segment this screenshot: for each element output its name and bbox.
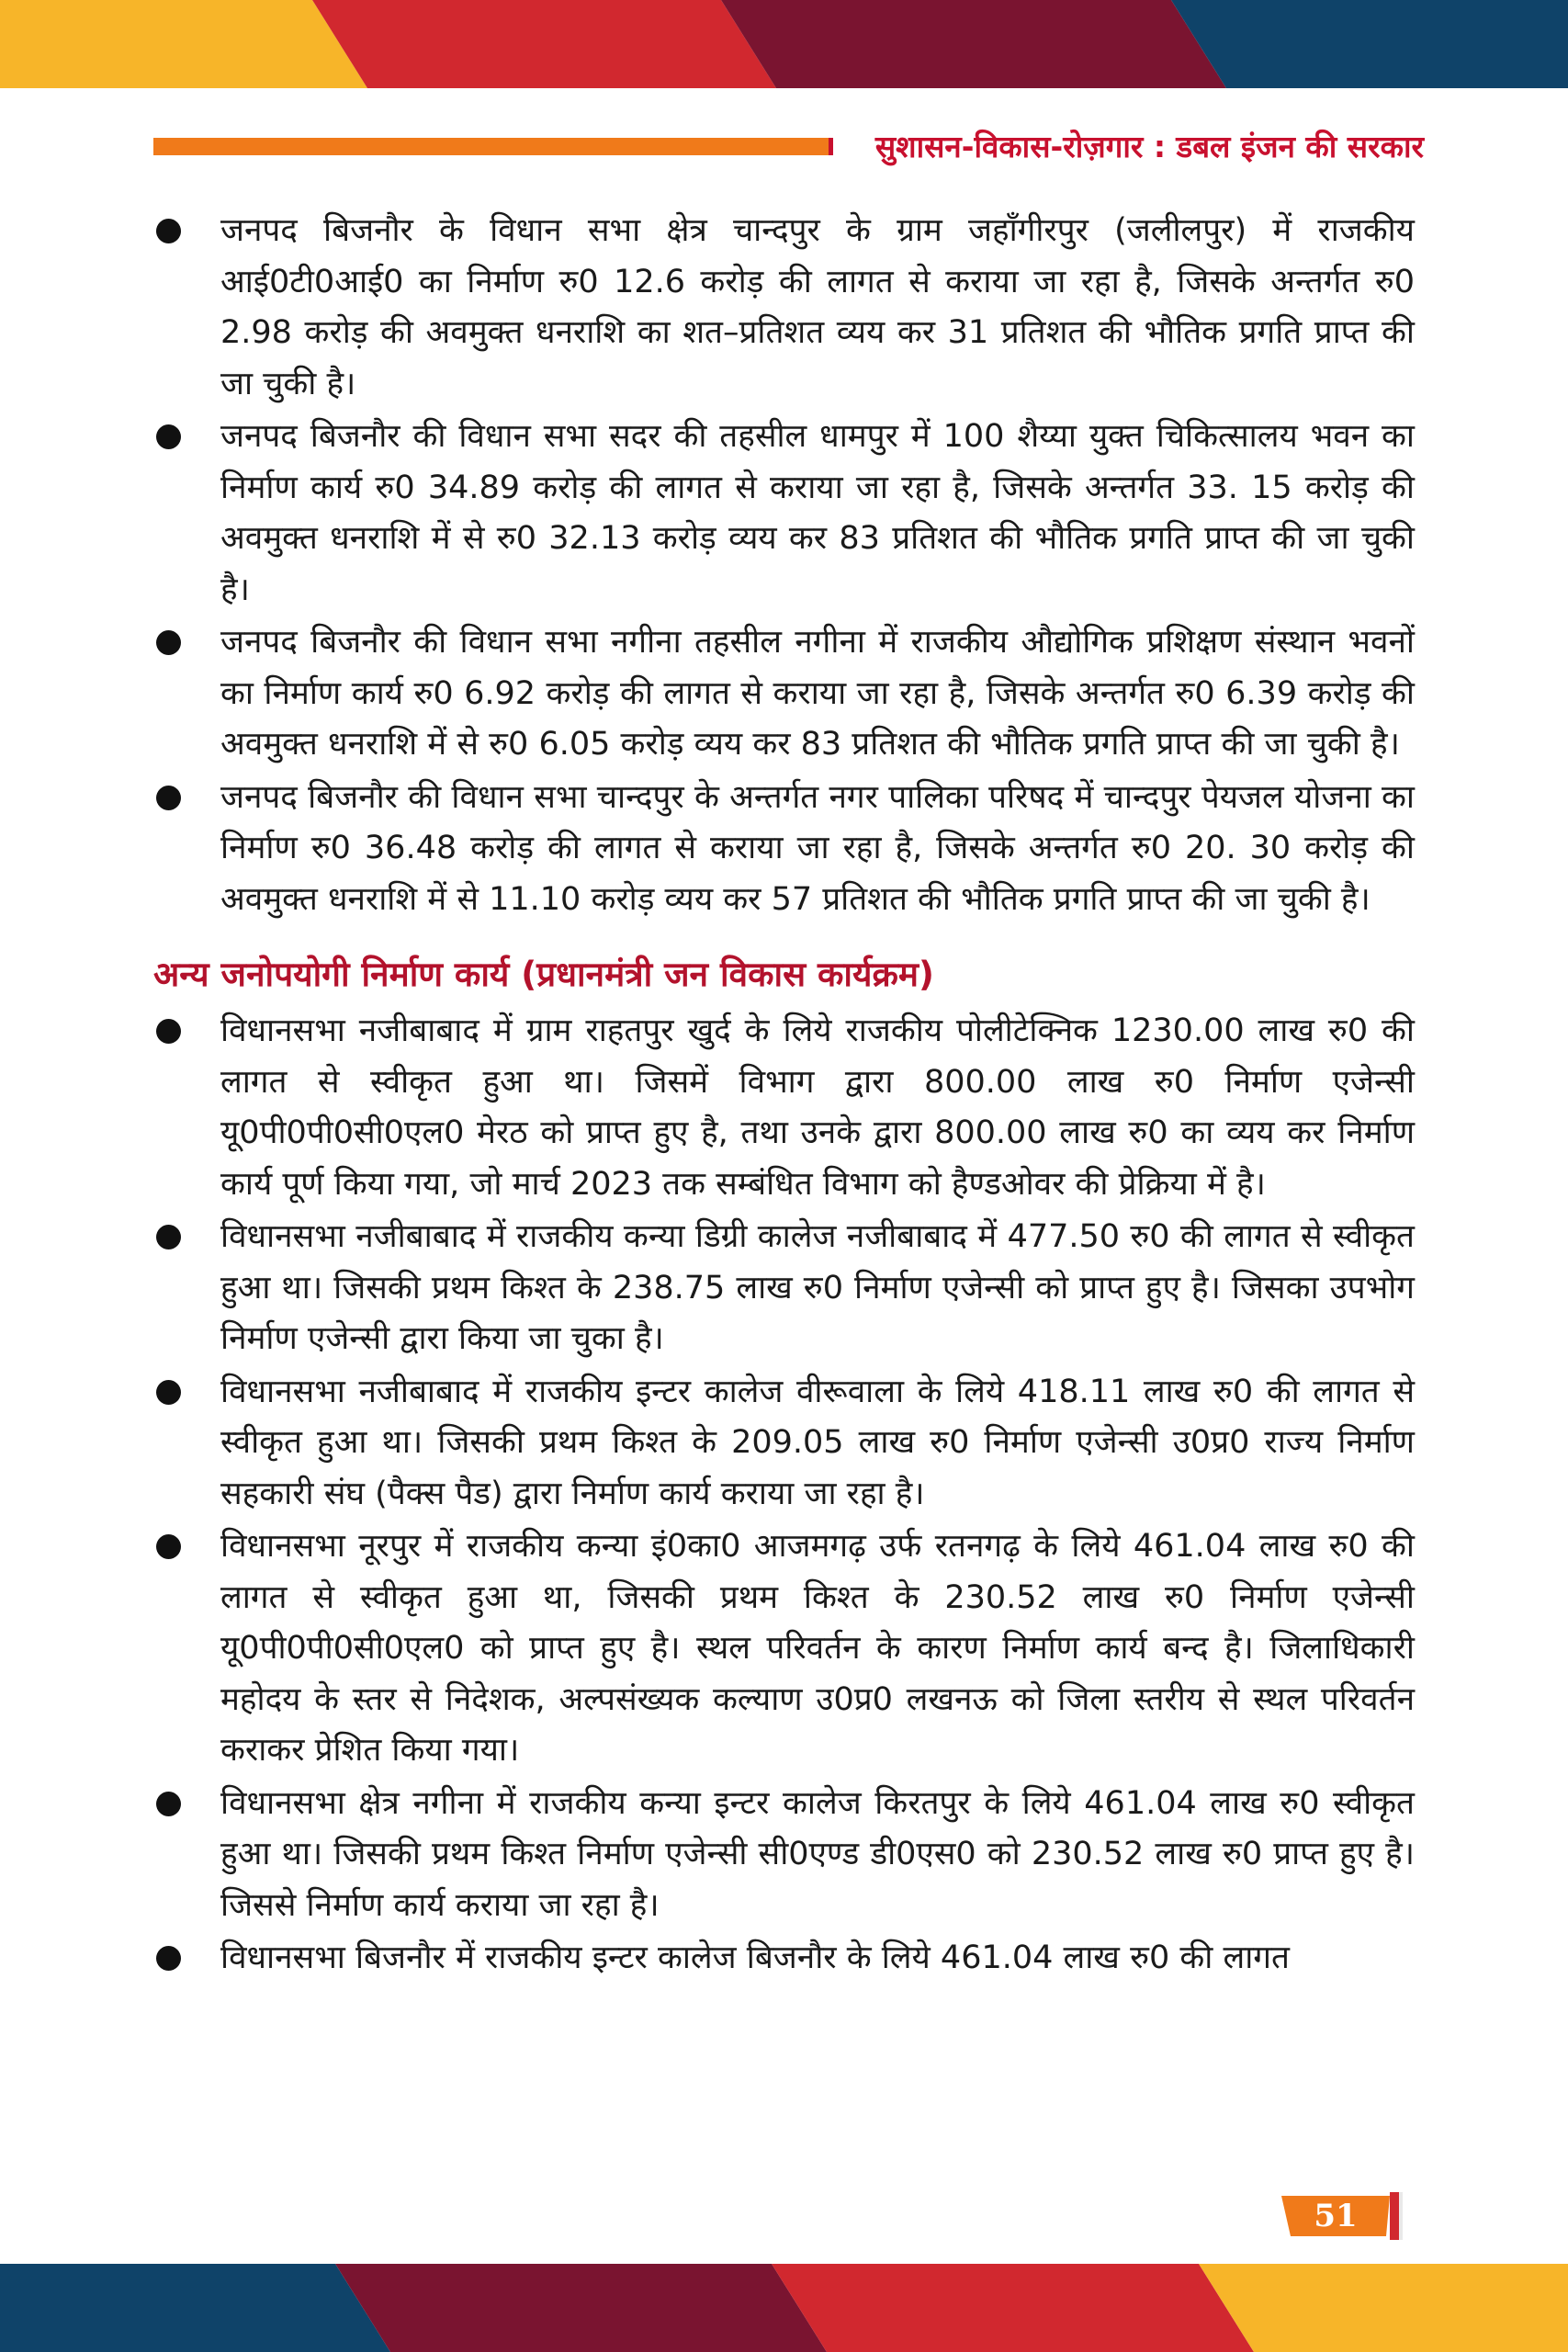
bullet-icon	[156, 1019, 181, 1044]
list-item	[153, 1933, 1415, 1984]
page-content	[153, 206, 1415, 1986]
header-rule	[153, 138, 833, 155]
list-item-text: विधानसभा क्षेत्र नगीना में राजकीय कन्या इन्टर कालेज किरतपुर के लिये 461.04 लाख रु0 स्वीकृत हुआ था। जिसकी प्रथम किश्त निर्माण एजेन्सी सी0एण्ड डी0एस0 को 230.52 लाख रु0 प्राप्त हुए है। जिससे निर्माण कार्य कराया जा रहा है।	[220, 1784, 1415, 1924]
project-list-1	[153, 206, 1415, 925]
list-item	[153, 617, 1415, 771]
list-item	[153, 1779, 1415, 1932]
bullet-icon	[156, 630, 181, 655]
list-item-text: विधानसभा बिजनौर में राजकीय इन्टर कालेज बिजनौर के लिये 461.04 लाख रु0 की लागत	[220, 1939, 1290, 1976]
list-item	[153, 412, 1415, 616]
list-item-text: जनपद बिजनौर की विधान सभा चान्दपुर के अन्तर्गत नगर पालिका परिषद में चान्दपुर पेयजल योजना का निर्माण रु0 36.48 करोड़ की लागत से कराया जा रहा है, जिसके अन्तर्गत रु0 20. 30 करोड़ की अवमुक्त धनराशि में से 11.10 करोड़ व्यय कर 57 प्रतिशत की भौतिक प्रगति प्राप्त की जा चुकी है।	[220, 778, 1415, 918]
list-item	[153, 1006, 1415, 1210]
bullet-icon	[156, 219, 181, 243]
bullet-icon	[156, 1534, 181, 1559]
list-item-text: विधानसभा नूरपुर में राजकीय कन्या इं0का0 आजमगढ़ उर्फ रतनगढ़ के लिये 461.04 लाख रु0 की लागत से स्वीकृत हुआ था, जिसकी प्रथम किश्त के 230.52 लाख रु0 निर्माण एजेन्सी यू0पी0पी0सी0एल0 को प्राप्त हुए है। स्थल परिवर्तन के कारण निर्माण कार्य बन्द है। जिलाधिकारी महोदय के स्तर से निदेशक, अल्पसंख्यक कल्याण उ0प्र0 लखनऊ को जिला स्तरीय से स्थल परिवर्तन कराकर प्रेशित किया गया।	[220, 1528, 1415, 1769]
list-item-text: जनपद बिजनौर के विधान सभा क्षेत्र चान्दपुर के ग्राम जहाँगीरपुर (जलीलपुर) में राजकीय आई0टी0आई0 का निर्माण रु0 12.6 करोड़ की लागत से कराया जा रहा है, जिसके अन्तर्गत रु0 2.98 करोड़ की अवमुक्त धनराशि का शत–प्रतिशत व्यय कर 31 प्रतिशत की भौतिक प्रगति प्राप्त की जा चुकी है।	[220, 212, 1415, 402]
list-item-text: विधानसभा नजीबाबाद में राजकीय कन्या डिग्री कालेज नजीबाबाद में 477.50 रु0 की लागत से स्वीकृत हुआ था। जिसकी प्रथम किश्त के 238.75 लाख रु0 निर्माण एजेन्सी को प्राप्त हुए है। जिसका उपभोग निर्माण एजेन्सी द्वारा किया जा चुका है।	[220, 1218, 1415, 1357]
bullet-icon	[156, 1792, 181, 1816]
list-item	[153, 1521, 1415, 1777]
list-item-text: विधानसभा नजीबाबाद में ग्राम राहतपुर खुर्द के लिये राजकीय पोलीटेक्निक 1230.00 लाख रु0 की लागत से स्वीकृत हुआ था। जिसमें विभाग द्वारा 800.00 लाख रु0 निर्माण एजेन्सी यू0पी0पी0सी0एल0 मेरठ को प्राप्त हुए है, तथा उनके द्वारा 800.00 लाख रु0 का व्यय कर निर्माण कार्य पूर्ण किया गया, जो मार्च 2023 तक सम्बंधित विभाग को हैण्डओवर की प्रेक्रिया में है।	[220, 1012, 1415, 1203]
list-item	[153, 1367, 1415, 1521]
bottom-color-band	[0, 2264, 1568, 2352]
list-item	[153, 773, 1415, 926]
list-item	[153, 206, 1415, 410]
project-list-2	[153, 1006, 1415, 1984]
bullet-icon	[156, 1225, 181, 1250]
bullet-icon	[156, 786, 181, 810]
list-item-text: जनपद बिजनौर की विधान सभा नगीना तहसील नगीना में राजकीय औद्योगिक प्रशिक्षण संस्थान भवनों का निर्माण कार्य रु0 6.92 करोड़ की लागत से कराया जा रहा है, जिसके अन्तर्गत रु0 6.39 करोड़ की अवमुक्त धनराशि में से रु0 6.05 करोड़ व्यय कर 83 प्रतिशत की भौतिक प्रगति प्राप्त की जा चुकी है।	[220, 624, 1415, 763]
list-item	[153, 1212, 1415, 1365]
section-heading: अन्य जनोपयोगी निर्माण कार्य (प्रधानमंत्री जन विकास कार्यक्रम)	[153, 955, 934, 994]
page-number: 51	[1314, 2198, 1358, 2234]
top-color-band	[0, 0, 1568, 88]
bullet-icon	[156, 424, 181, 449]
bullet-icon	[156, 1946, 181, 1971]
list-item-text: जनपद बिजनौर की विधान सभा सदर की तहसील धामपुर में 100 शैय्या युक्त चिकित्सालय भवन का निर्माण कार्य रु0 34.89 करोड़ की लागत से कराया जा रहा है, जिसके अन्तर्गत 33. 15 करोड़ की अवमुक्त धनराशि में से रु0 32.13 करोड़ व्यय कर 83 प्रतिशत की भौतिक प्रगति प्राप्त की जा चुकी है।	[220, 418, 1415, 608]
list-item-text: विधानसभा नजीबाबाद में राजकीय इन्टर कालेज वीरूवाला के लिये 418.11 लाख रु0 की लागत से स्वीकृत हुआ था। जिसकी प्रथम किश्त के 209.05 लाख रु0 निर्माण एजेन्सी उ0प्र0 राज्य निर्माण सहकारी संघ (पैक्स पैड) द्वारा निर्माण कार्य कराया जा रहा है।	[220, 1373, 1415, 1512]
running-header-title: सुशासन-विकास-रोज़गार : डबल इंजन की सरकार	[874, 129, 1424, 164]
bullet-icon	[156, 1380, 181, 1405]
